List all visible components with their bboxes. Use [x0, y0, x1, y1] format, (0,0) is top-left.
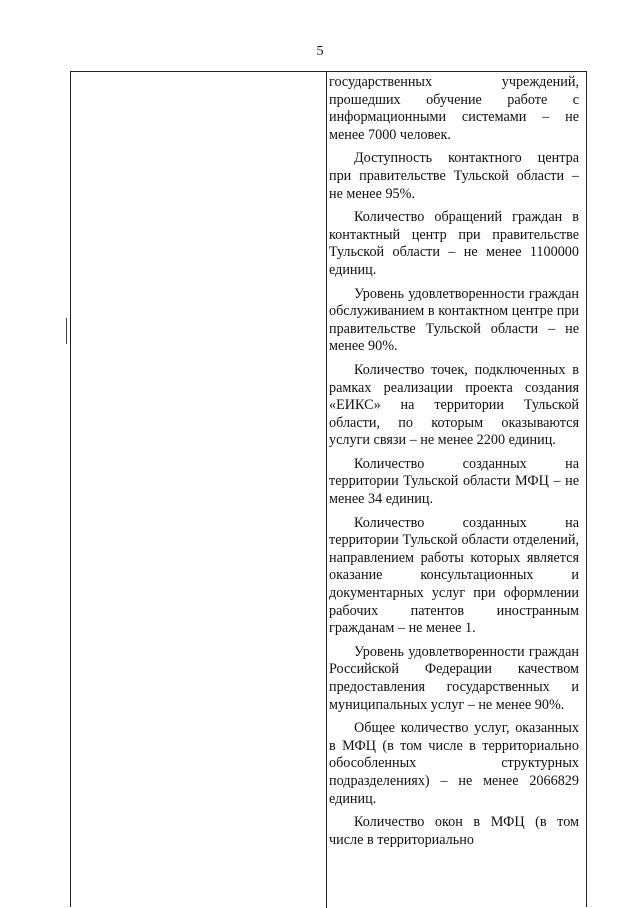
document-table [70, 71, 587, 907]
column-divider [326, 72, 327, 908]
paragraph-patent-offices: Количество созданных на территории Тульской области отделений, направлением работы которых является оказание консультационных и документарных услуг при оформлении рабочих патентов иностранным гражданам – не менее 1. [329, 514, 579, 637]
paragraph-service-satisfaction: Уровень удовлетворенности граждан Российской Федерации качеством предоставления государственных и муниципальных услуг – не менее 90%. [329, 643, 579, 713]
paragraph-contact-center-satisfaction: Уровень удовлетворенности граждан обслуживанием в контактном центре при правительстве Тульской области – не менее 90%. [329, 285, 579, 355]
page-number: 5 [316, 44, 324, 59]
paragraph-mfc-windows: Количество окон в МФЦ (в том числе в территориально [329, 814, 579, 848]
paragraph-mfc-services-total: Общее количество услуг, оказанных в МФЦ (в том числе в территориально обособленных структурных подразделениях) – не менее 2066829 единиц. [329, 720, 579, 807]
margin-mark [66, 318, 67, 344]
paragraph-contact-center-requests: Количество обращений граждан в контактный центр при правительстве Тульской области – не менее 1100000 единиц. [329, 209, 579, 278]
paragraph-contact-center-availability: Доступность контактного центра при правительстве Тульской области – не менее 95%. [329, 150, 579, 202]
paragraph-continuation: государственных учреждений, прошедших обучение работе с информационными системами – не менее 7000 человек. [329, 74, 579, 143]
right-column-cell [329, 74, 579, 855]
paragraph-eiks-points: Количество точек, подключенных в рамках реализации проекта создания «ЕИКС» на территории Тульской области, по которым оказываются услуги связи – не менее 2200 единиц. [329, 361, 579, 449]
paragraph-mfc-count: Количество созданных на территории Тульской области МФЦ – не менее 34 единиц. [329, 455, 579, 508]
